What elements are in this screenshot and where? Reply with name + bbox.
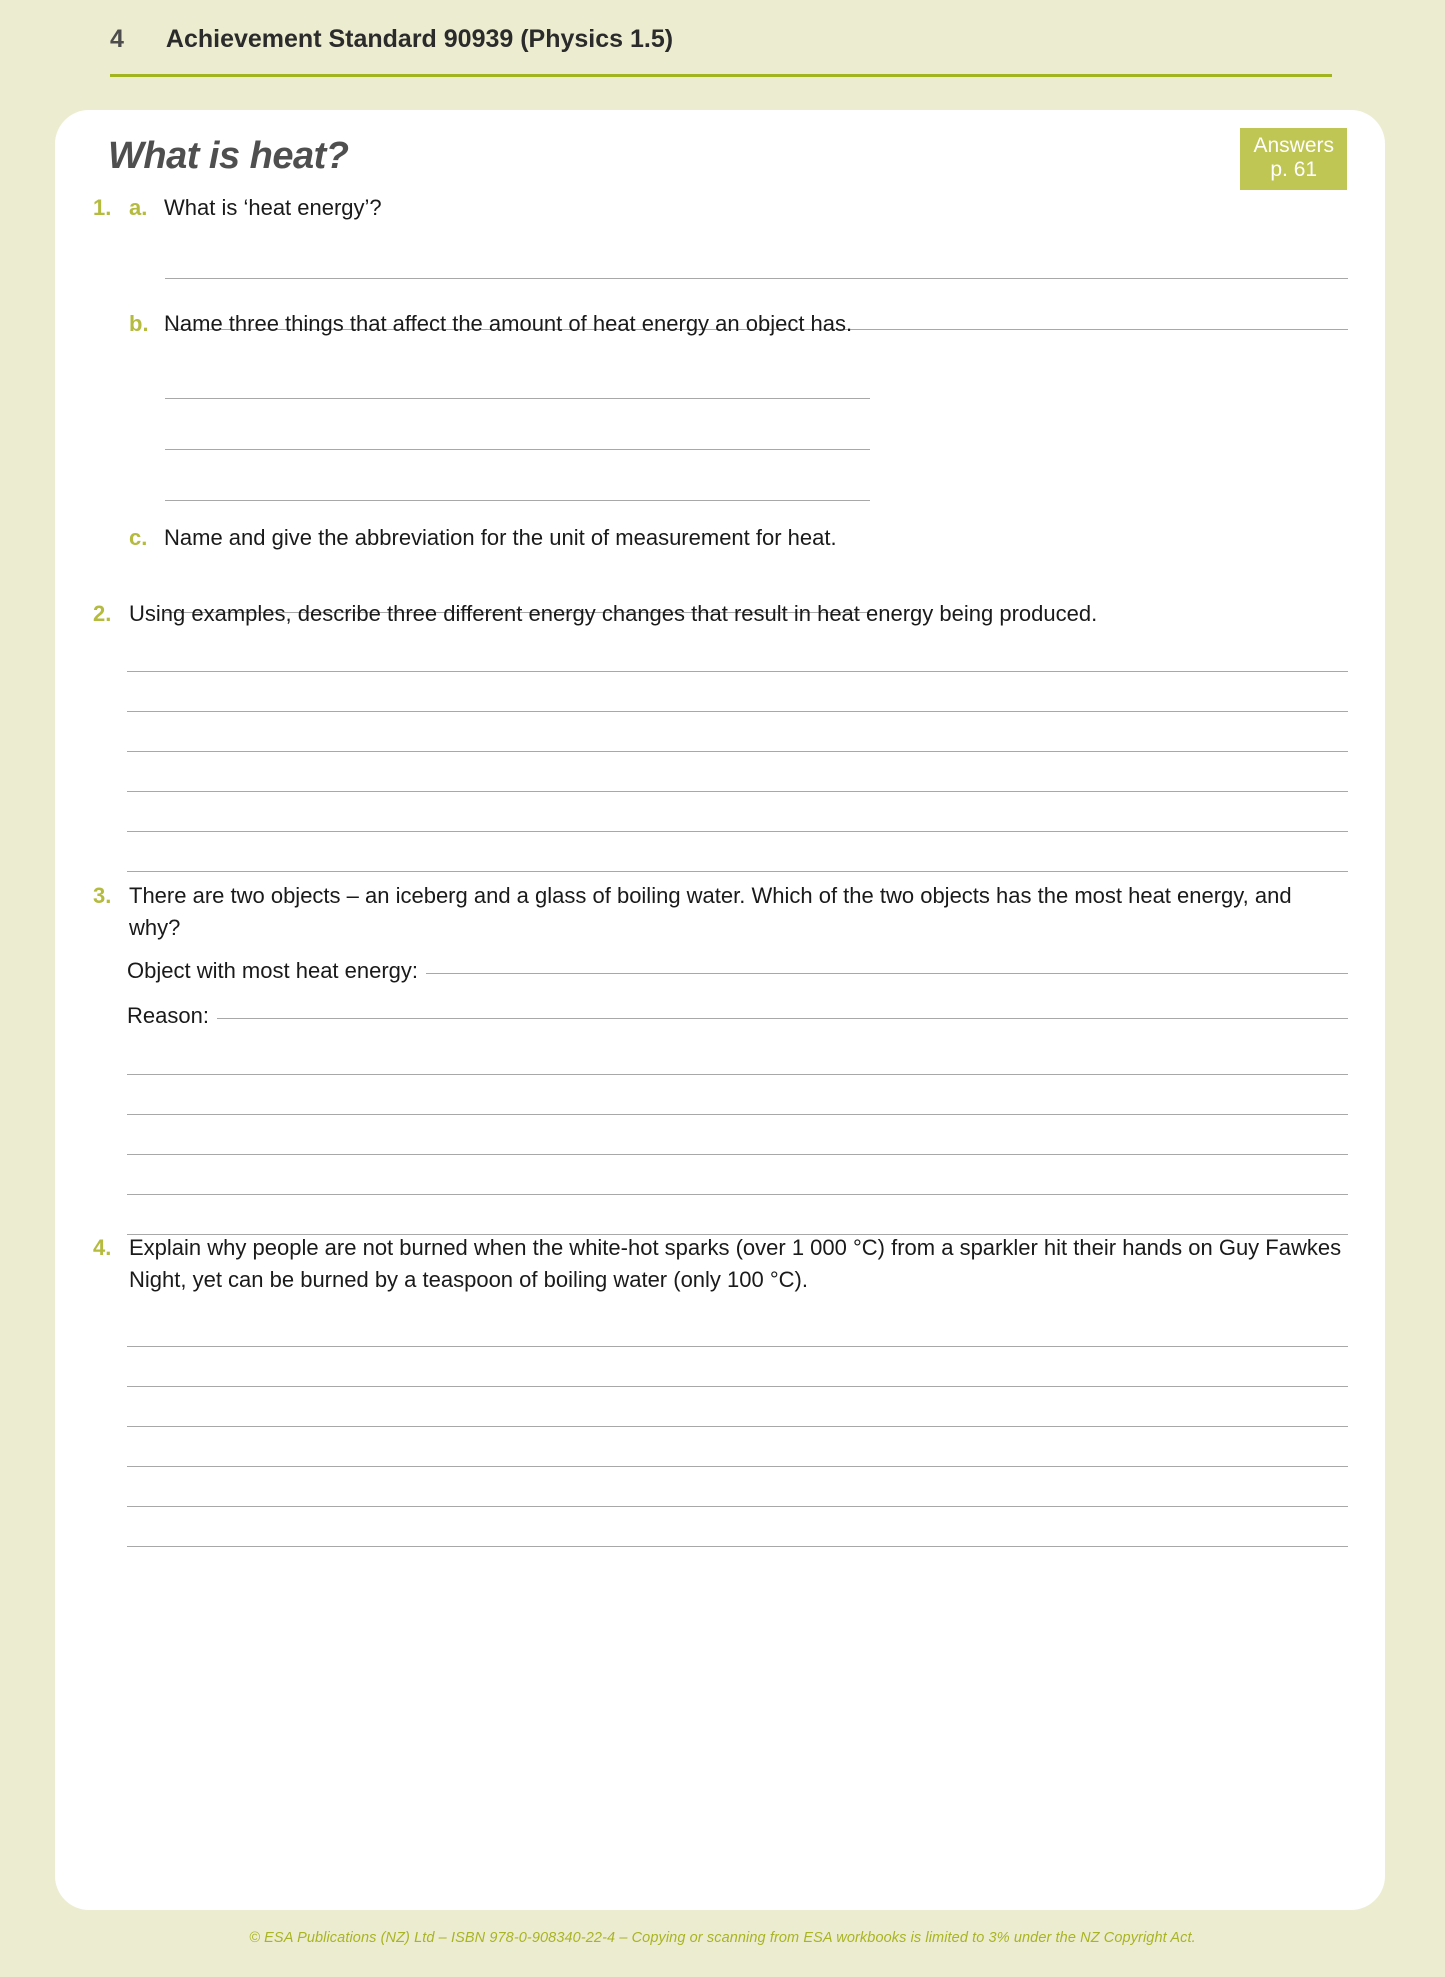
question-2: [93, 598, 1348, 630]
question-1c: [93, 522, 1348, 554]
line-spacer: [165, 348, 870, 398]
question-4-number: 4.: [93, 1235, 112, 1260]
page-footer: © ESA Publications (NZ) Ltd – ISBN 978-0-908340-22-4 – Copying or scanning from ESA workbooks is limited to 3% under the NZ Copyright Act.: [249, 1930, 1196, 1946]
answers-badge-page: p. 61: [1270, 157, 1318, 181]
question-3-number: 3.: [93, 883, 112, 908]
question-3-field-object: [127, 958, 1348, 984]
page-header: [0, 0, 1445, 78]
line-spacer: [127, 1075, 1348, 1114]
question-1a-row: [93, 192, 1348, 224]
reason-field-label: Reason:: [127, 1003, 209, 1028]
question-4-text: Explain why people are not burned when the white-hot sparks (over 1 000 °C) from a sparkler hit their hands on Guy Fawkes Night, yet can be burned by a teaspoon of boiling water (only 100 °C).: [129, 1235, 1342, 1292]
question-3-row: [93, 880, 1348, 944]
question-1a-text: What is ‘heat energy’?: [164, 195, 382, 220]
object-field-label: Object with most heat energy:: [127, 958, 419, 983]
line-spacer: [127, 1387, 1348, 1426]
question-1b-row: [93, 308, 1348, 340]
answer-line[interactable]: [165, 500, 870, 501]
question-1a: [93, 192, 1348, 224]
question-1a-letter: a.: [129, 195, 148, 220]
line-spacer: [127, 792, 1348, 831]
answer-line[interactable]: [127, 871, 1348, 872]
answer-lines-3: [127, 1035, 1348, 1235]
line-spacer: [127, 1035, 1348, 1074]
page-title: Achievement Standard 90939 (Physics 1.5): [165, 25, 674, 53]
question-1b-text: Name three things that affect the amount of heat energy an object has.: [164, 311, 853, 336]
line-spacer: [127, 1467, 1348, 1506]
question-1b-letter: b.: [129, 311, 149, 336]
line-spacer: [127, 1155, 1348, 1194]
page-number: 4: [110, 25, 124, 53]
line-spacer: [127, 672, 1348, 711]
line-spacer: [127, 712, 1348, 751]
header-row: [110, 25, 673, 54]
answer-line[interactable]: [127, 1546, 1348, 1547]
line-spacer: [165, 228, 1348, 278]
line-spacer: [127, 752, 1348, 791]
line-spacer: [127, 1115, 1348, 1154]
header-divider: [110, 74, 1332, 77]
reason-field-input[interactable]: [217, 1018, 1348, 1019]
question-2-number: 2.: [93, 601, 112, 626]
line-spacer: [127, 1268, 1348, 1307]
question-1c-row: [93, 522, 1348, 554]
object-field-row[interactable]: [127, 958, 1348, 984]
line-spacer: [127, 632, 1348, 671]
line-spacer: [165, 399, 870, 449]
content-card: [55, 110, 1385, 1910]
line-spacer: [127, 1347, 1348, 1386]
question-3-text: There are two objects – an iceberg and a glass of boiling water. Which of the two objects has the most heat energy, and why?: [129, 883, 1292, 940]
line-spacer: [127, 1427, 1348, 1466]
question-2-row: [93, 598, 1348, 630]
line-spacer: [127, 832, 1348, 871]
question-3-field-reason: [127, 1003, 1348, 1029]
question-2-text: Using examples, describe three different energy changes that result in heat energy being produced.: [129, 601, 1098, 626]
reason-field-row[interactable]: [127, 1003, 1348, 1029]
question-1-number: 1.: [93, 195, 112, 220]
answer-lines-2: [127, 632, 1348, 872]
line-spacer: [127, 1507, 1348, 1546]
line-spacer: [165, 450, 870, 500]
section-heading: What is heat?: [108, 135, 349, 177]
line-spacer: [127, 1195, 1348, 1234]
question-3: [93, 880, 1348, 944]
question-1b: [93, 308, 1348, 340]
object-field-input[interactable]: [426, 973, 1348, 974]
answers-reference-badge[interactable]: [1240, 128, 1347, 190]
question-1c-text: Name and give the abbreviation for the unit of measurement for heat.: [164, 525, 837, 550]
question-1c-letter: c.: [129, 525, 148, 550]
answer-lines-4: [127, 1268, 1348, 1547]
answers-badge-label: Answers: [1253, 134, 1334, 157]
answer-lines-1b: [165, 348, 870, 501]
line-spacer: [127, 1307, 1348, 1346]
